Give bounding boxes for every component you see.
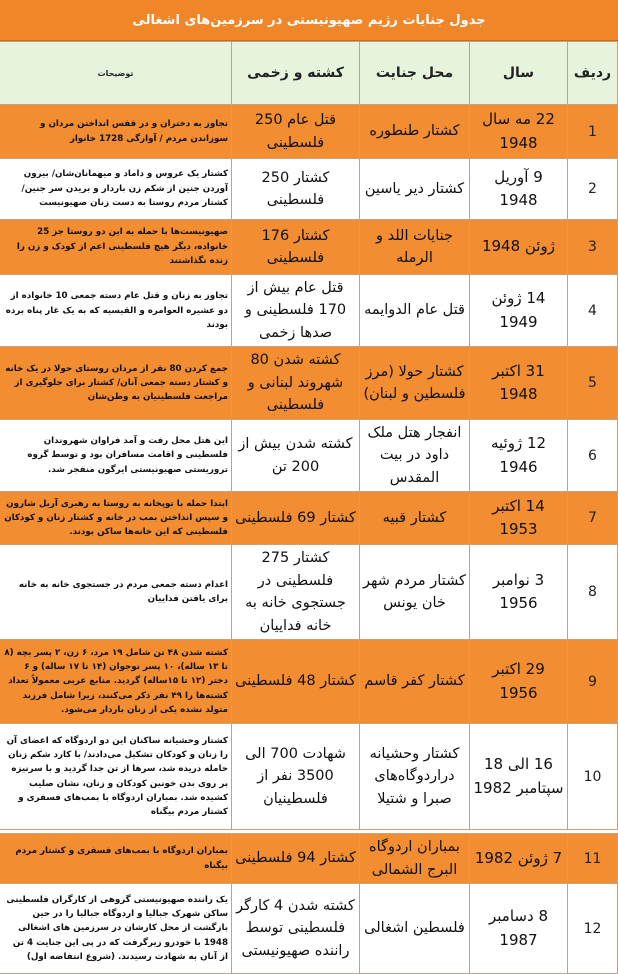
row-number: 12 — [568, 884, 618, 974]
row-year: 8 دسامبر 1987 — [470, 884, 568, 974]
row-crime-location: کشتار قبیه — [360, 492, 470, 545]
table-row — [0, 105, 618, 159]
row-year: 3 نوامبر 1956 — [470, 545, 568, 640]
row-casualties: کشتار 94 فلسطینی — [232, 834, 360, 884]
row-crime-location: قتل عام الدوایمه — [360, 275, 470, 347]
row-crime-location: کشتار دیر یاسین — [360, 159, 470, 220]
row-year: 14 ژوئن 1949 — [470, 275, 568, 347]
row-description: بمباران اردوگاه با بمب‌های فسفری و کشتار مردم بیگناه — [0, 834, 232, 884]
row-number: 5 — [568, 347, 618, 419]
row-number: 8 — [568, 545, 618, 640]
header-mahal: محل جنایت — [360, 42, 470, 105]
header-sal: سال — [470, 42, 568, 105]
row-year: 12 ژوئیه 1946 — [470, 419, 568, 491]
row-description: تجاوز به دختران و در قفس انداختن مردان و سوزاندن مردم / آوارگی 1728 خانوار — [0, 105, 232, 159]
crimes-table — [0, 41, 618, 974]
row-year: 29 اکتبر 1956 — [470, 640, 568, 724]
row-number: 7 — [568, 492, 618, 545]
table-row — [0, 275, 618, 347]
table-row — [0, 834, 618, 884]
row-number: 4 — [568, 275, 618, 347]
table-row — [0, 419, 618, 491]
row-crime-location: کشتار طنطوره — [360, 105, 470, 159]
row-crime-location: کشتار وحشیانه دراردوگاه‌های صبرا و شتیلا — [360, 724, 470, 830]
table-row — [0, 492, 618, 545]
row-number: 3 — [568, 220, 618, 275]
table-row — [0, 545, 618, 640]
row-casualties: قتل عام بیش از 170 فلسطینی و صدها زخمی — [232, 275, 360, 347]
table-row — [0, 159, 618, 220]
row-casualties: شهادت 700 الی 3500 نفر از فلسطینیان — [232, 724, 360, 830]
row-casualties: کشتار 275 فلسطینی در جستجوی خانه به خانه فداییان — [232, 545, 360, 640]
row-casualties: کشتار 48 فلسطینی — [232, 640, 360, 724]
row-crime-location: کشتار کفر قاسم — [360, 640, 470, 724]
row-description: ابتدا حمله با توپخانه به روستا به رهبری آریل شارون و سپس انداختن بمب در خانه و کشتار زنان و کودکان فلسطینی که این خانه‌ها ساکن بودند. — [0, 492, 232, 545]
row-number: 11 — [568, 834, 618, 884]
table-row — [0, 724, 618, 830]
row-casualties: کشته شدن بیش از 200 تن — [232, 419, 360, 491]
row-description: تجاوز به زنان و قتل عام دسته جمعی 10 خانواده از دو عشیره العوامره و القیسیه که به یک غار پناه برده بودند — [0, 275, 232, 347]
row-crime-location: کشتار مردم شهر خان یونس — [360, 545, 470, 640]
row-number: 10 — [568, 724, 618, 830]
row-description: جمع کردن 80 نفر از مردان روستای حولا در یک خانه و کشتار دسته جمعی آنان/ کشتار برای جلوگیری از مراجعت فلسطینیان به وطن‌شان — [0, 347, 232, 419]
table-row — [0, 640, 618, 724]
row-casualties: قتل عام 250 فلسطینی — [232, 105, 360, 159]
row-year: 16 الی 18 سپتامبر 1982 — [470, 724, 568, 830]
table-title: جدول جنایات رژیم صهیونیستی در سرزمین‌های اشغالی — [0, 0, 618, 41]
row-crime-location: بمباران اردوگاه البرج الشمالی — [360, 834, 470, 884]
row-description: کشتار یک عروس و داماد و میهمانان‌شان/ بیرون آوردن جنین از شکم زن باردار و بریدن سر جنین/ کشتار مردم روستا به دست زنان صهیونیست — [0, 159, 232, 220]
row-crime-location: کشتار حولا (مرز فلسطین و لبنان) — [360, 347, 470, 419]
row-year: 7 ژوئن 1982 — [470, 834, 568, 884]
row-casualties: کشتار 250 فلسطینی — [232, 159, 360, 220]
header-row — [0, 42, 618, 105]
row-number: 6 — [568, 419, 618, 491]
row-crime-location: انفجار هتل ملک داود در بیت المقدس — [360, 419, 470, 491]
row-number: 9 — [568, 640, 618, 724]
table-row — [0, 884, 618, 974]
row-year: 22 مه سال 1948 — [470, 105, 568, 159]
row-year: 14 اکتبر 1953 — [470, 492, 568, 545]
row-crime-location: فلسطین اشغالی — [360, 884, 470, 974]
row-number: 1 — [568, 105, 618, 159]
table-row — [0, 347, 618, 419]
header-radif: ردیف — [568, 42, 618, 105]
row-crime-location: جنایات اللد و الرمله — [360, 220, 470, 275]
row-year: 31 اکتبر 1948 — [470, 347, 568, 419]
row-description: صهیونیست‌ها با حمله به این دو روستا جز 25 خانواده، دیگر هیچ فلسطینی اعم از کودک و زن را زنده نگذاشتند — [0, 220, 232, 275]
row-year: 9 آوریل 1948 — [470, 159, 568, 220]
row-description: کشتار وحشیانه ساکنان این دو اردوگاه که اعضای آن را زنان و کودکان تشکیل می‌دادند/ با کارد شکم زنان حامله دریده شد، سرها از تن جدا گردید و با سرنیزه بر روی بدن خونین کودکان و زنان، نشان صلیب کشیده شد. بمباران اردوگاه با بمب‌های فسفری و کشتار مردم بیگناه — [0, 724, 232, 830]
row-number: 2 — [568, 159, 618, 220]
row-description: اعدام دسته جمعی مردم در جستجوی خانه به خانه برای یافتن فداییان — [0, 545, 232, 640]
row-description: این هتل محل رفت و آمد فراوان شهروندان فلسطینی و اقامت مسافران بود و توسط گروه تروریستی صهیونیستی ایرگون منفجر شد. — [0, 419, 232, 491]
row-casualties: کشتار 69 فلسطینی — [232, 492, 360, 545]
table-row — [0, 220, 618, 275]
row-casualties: کشته شدن 80 شهروند لبنانی و فلسطینی — [232, 347, 360, 419]
row-year: ژوئن 1948 — [470, 220, 568, 275]
row-casualties: کشتار 176 فلسطینی — [232, 220, 360, 275]
header-tozihat: توضیحات — [0, 42, 232, 105]
row-description: یک راننده صهیونیستی گروهی از کارگران فلسطینی ساکن شهرک جبالیا و اردوگاه جبالیا را در حین بازگشت از محل کارشان در سرزمین های اشغالی 1948 با خودرو زیرگرفت که در پی این جنایت 4 تن از آنان به شهادت رسیدند. (شروع انتفاضه اول) — [0, 884, 232, 974]
header-koshte: کشته و زخمی — [232, 42, 360, 105]
row-casualties: کشته شدن 4 کارگر فلسطینی توسط راننده صهیونیستی — [232, 884, 360, 974]
row-description: کشته شدن ۴۸ تن شامل ۱۹ مرد، ۶ زن، ۲ پسر بچه (۸ تا ۱۳ ساله)، ۱۰ پسر نوجوان (۱۴ تا ۱۷ ساله) و ۶ دختر (۱۲ تا ۱۵ساله) گردید. منابع عربی معمولاً تعداد کشته‌ها را ۴۹ نفر ذکر می‌کنند، زیرا شامل فرزند متولد نشده یکی از زنان باردار می‌شود. — [0, 640, 232, 724]
